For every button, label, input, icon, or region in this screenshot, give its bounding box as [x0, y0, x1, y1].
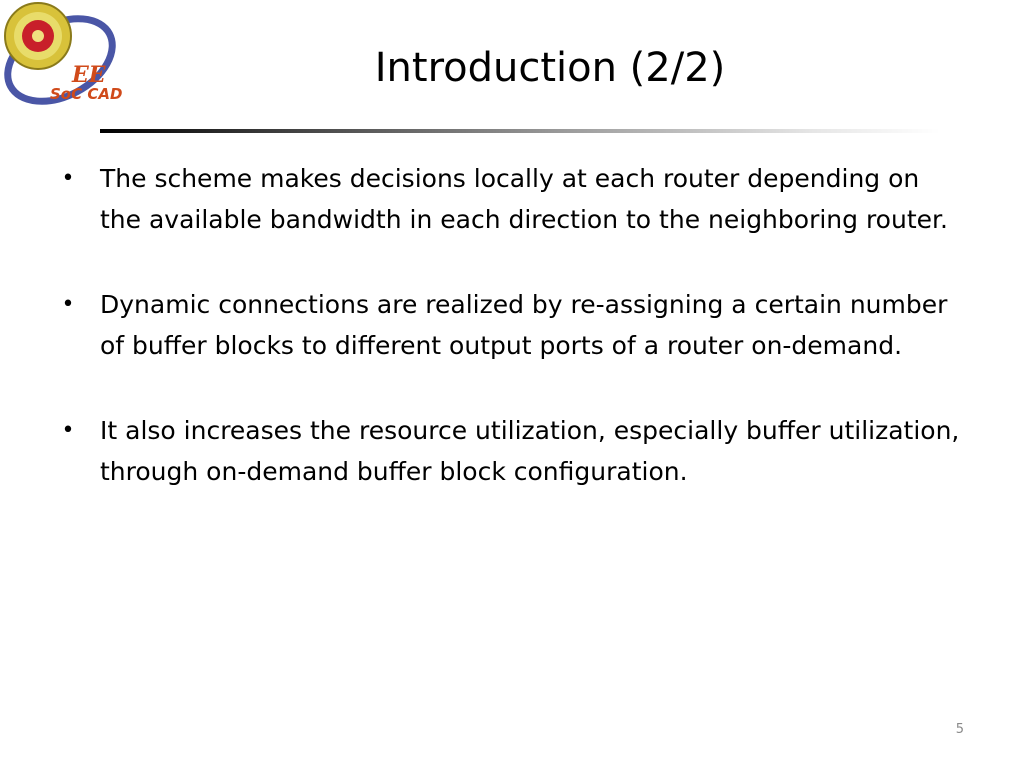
bullet-text: It also increases the resource utilization, especially buffer utilization, through on-demand buffer block configuration. [100, 416, 960, 486]
bullet-text: The scheme makes decisions locally at each router depending on the available bandwidth in each direction to the neighboring router. [100, 164, 948, 234]
bullet-item [58, 410, 964, 492]
logo-badge-text: EE [72, 62, 106, 88]
bullet-icon: • [61, 166, 75, 191]
slide-title: Introduction (2/2) [374, 45, 726, 91]
logo-seal-core [32, 30, 44, 42]
bullet-list [58, 158, 964, 536]
title-underline [100, 129, 940, 133]
bullet-icon: • [61, 292, 75, 317]
logo-caption: SoC CAD [50, 85, 123, 103]
bullet-item [58, 284, 964, 366]
page-number: 5 [955, 722, 964, 737]
bullet-icon: • [61, 418, 75, 443]
bullet-item [58, 158, 964, 240]
logo-graphic [0, 0, 124, 106]
ee-soc-cad-logo [0, 0, 124, 106]
bullet-text: Dynamic connections are realized by re-assigning a certain number of buffer blocks to different output ports of a router on-demand. [100, 290, 948, 360]
